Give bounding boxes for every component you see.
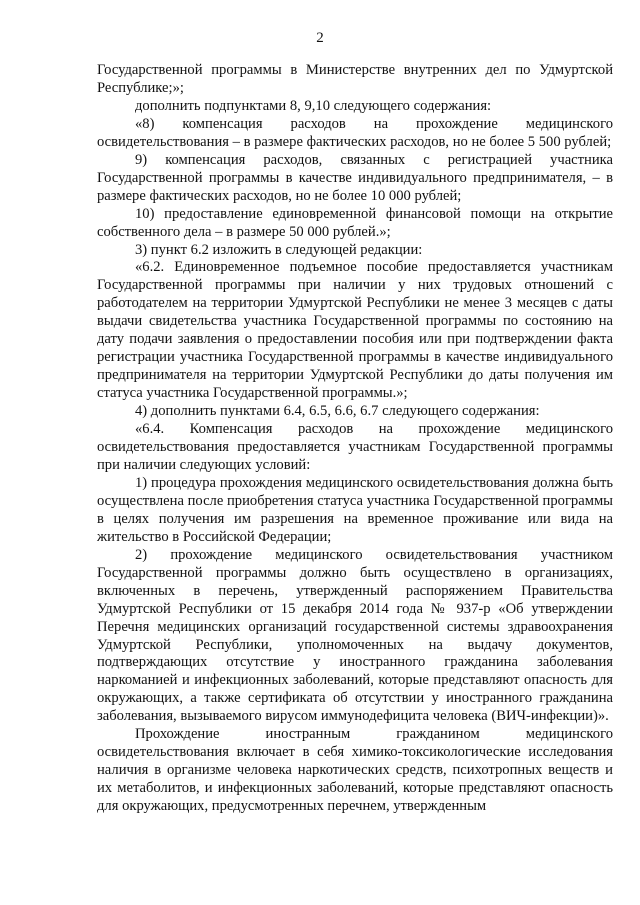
document-body <box>97 62 613 816</box>
paragraph-point-4: 4) дополнить пунктами 6.4, 6.5, 6.6, 6.7 следующего содержания: <box>135 403 540 420</box>
paragraph-examination: Прохождение иностранным гражданином медицинского освидетельствования включает в себя химико-токсикологические исследования наличия в организме человека наркотических средств, психотропных веществ и их метаболитов, и инфекционных заболеваний, которые представляют опасность для окружающих, предусмотренных перечнем, утвержденным <box>97 726 613 815</box>
paragraph-continuation: Государственной программы в Министерстве внутренних дел по Удмуртской Республике;»; <box>97 62 613 96</box>
paragraph-subpoint-9: 9) компенсация расходов, связанных с регистрацией участника Государственной программы в качестве индивидуального предпринимателя, – в размере фактических расходов, но не более 10 000 рублей; <box>97 151 613 204</box>
paragraph-point-3: 3) пункт 6.2 изложить в следующей редакции: <box>135 241 423 258</box>
paragraph-clause-6-4: «6.4. Компенсация расходов на прохождение медицинского освидетельствования предоставляется участникам Государственной программы при наличии следующих условий: <box>97 421 613 473</box>
paragraph-subpoint-8: «8) компенсация расходов на прохождение медицинского освидетельствования – в размере фактических расходов, но не более 5 500 рублей; <box>97 115 613 150</box>
paragraph-clause-6-2: «6.2. Единовременное подъемное пособие предоставляется участникам Государственной программы при наличии у них трудовых отношений с работодателем на территории Удмуртской Республики не менее 3 месяцев с даты выдачи свидетельства участника Государственной программы по состоянию на дату подачи заявления о предоставлении пособия или при подтверждении факта регистрации участника Государственной программы в качестве индивидуального предпринимателя на территории Удмуртской Республики до даты получения им статуса участника Государственной программы.»; <box>97 259 613 402</box>
paragraph-condition-2: 2) прохождение медицинского освидетельствования участником Государственной программы должно быть осуществлено в организациях, включенных в перечень, утвержденный распоряжением Правительства Удмуртской Республики от 15 декабря 2014 года № 937-р «Об утверждении Перечня медицинских организаций государственной системы здравоохранения Удмуртской Республики, уполномоченных на выдачу документов, подтверждающих отсутствие у иностранного гражданина заболевания наркоманией и инфекционных заболеваний, которые представляют опасность для окружающих, а также сертификата об отсутствии у иностранного гражданина заболевания, вызываемого вирусом иммунодефицита человека (ВИЧ-инфекции)». <box>97 546 613 725</box>
page-number: 2 <box>316 30 324 46</box>
paragraph-subpoint-10: 10) предоставление единовременной финансовой помощи на открытие собственного дела – в размере 50 000 рублей.»; <box>97 205 613 240</box>
paragraph-condition-1: 1) процедура прохождения медицинского освидетельствования должна быть осуществлена после приобретения статуса участника Государственной программы в целях получения им разрешения на временное проживание или вида на жительство в Российской Федерации; <box>97 474 613 545</box>
paragraph-add-subpoints: дополнить подпунктами 8, 9,10 следующего содержания: <box>135 97 492 114</box>
